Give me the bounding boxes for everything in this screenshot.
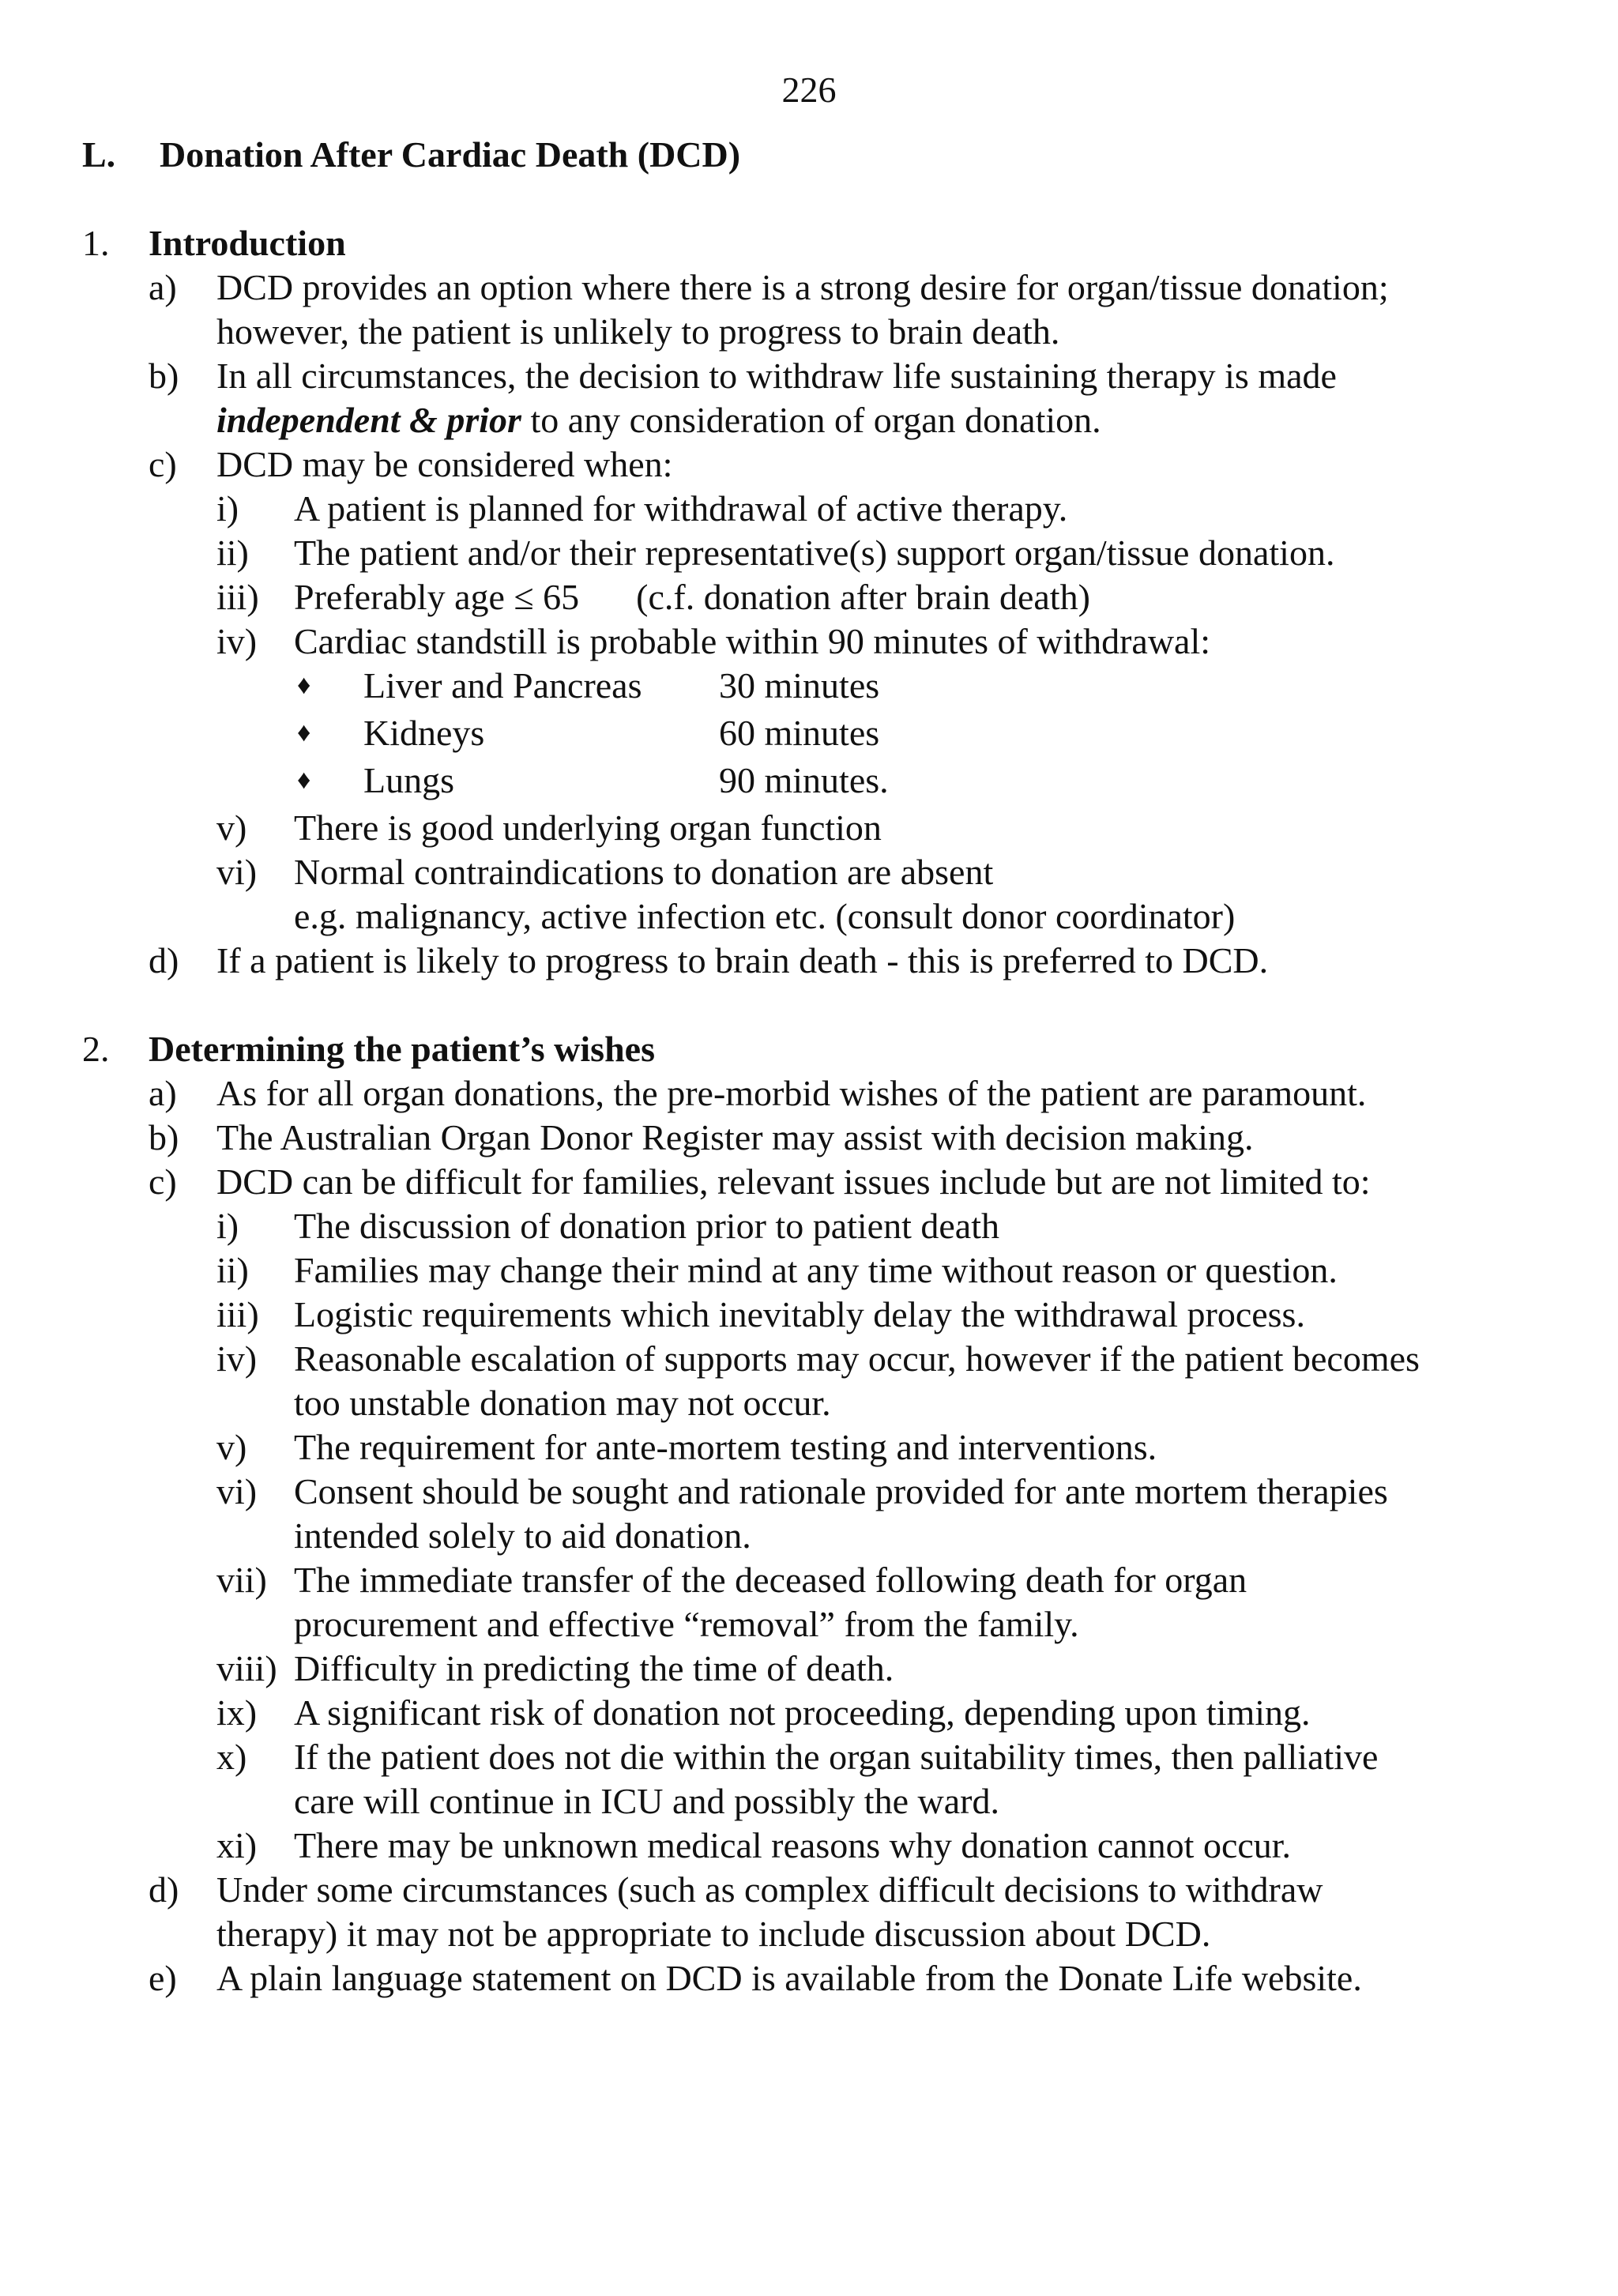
sub-item-text-continued: e.g. malignancy, active infection etc. (consult donor coordinator)	[294, 896, 1236, 936]
diamond-bullet-icon: ♦	[297, 718, 311, 747]
sub-item-text: A patient is planned for withdrawal of active therapy.	[294, 488, 1068, 529]
sub-item-i	[82, 487, 1583, 531]
sub-item-viii	[82, 1647, 1583, 1691]
item-label: a)	[149, 1073, 177, 1113]
sub-item-ix	[82, 1691, 1583, 1735]
item-text-rest: to any consideration of organ donation.	[521, 400, 1101, 440]
item-text-continued: therapy) it may not be appropriate to include discussion about DCD.	[216, 1914, 1211, 1954]
sub-item-x	[82, 1735, 1583, 1779]
sub-item-label: iii)	[216, 1294, 259, 1334]
document-body	[82, 221, 1583, 2045]
sub-item-label: viii)	[216, 1648, 277, 1688]
introduction-item-b	[82, 354, 1583, 398]
organ-name: Kidneys	[363, 713, 485, 753]
sub-item-text: Preferably age ≤ 65	[294, 577, 580, 617]
sub-item-text: Reasonable escalation of supports may occur, however if the patient becomes	[294, 1338, 1420, 1379]
sub-item-label: vi)	[216, 1471, 258, 1511]
item-text: If a patient is likely to progress to brain death - this is preferred to DCD.	[216, 940, 1269, 981]
item-text: The Australian Organ Donor Register may assist with decision making.	[216, 1117, 1254, 1157]
item-label: d)	[149, 1869, 179, 1910]
sub-item-label: xi)	[216, 1825, 258, 1865]
organ-name: Lungs	[363, 760, 454, 800]
wishes-title: Determining the patient’s wishes	[149, 1029, 655, 1069]
diamond-bullet-icon: ♦	[297, 671, 311, 700]
wishes-section	[82, 1027, 1583, 2001]
organ-time: 90 minutes.	[719, 760, 889, 800]
sub-item-label: ii)	[216, 533, 249, 573]
sub-item-i	[82, 1204, 1583, 1248]
sub-item-label: v)	[216, 807, 247, 848]
item-label: a)	[149, 267, 177, 307]
organ-name: Liver and Pancreas	[363, 665, 642, 706]
sub-item-text: The patient and/or their representative(s) support organ/tissue donation.	[294, 533, 1335, 573]
item-text: A plain language statement on DCD is available from the Donate Life website.	[216, 1958, 1362, 1998]
wishes-item-a	[82, 1071, 1583, 1116]
sub-item-text: Cardiac standstill is probable within 90 minutes of withdrawal:	[294, 621, 1211, 661]
item-text: As for all organ donations, the pre-morbid wishes of the patient are paramount.	[216, 1073, 1367, 1113]
wishes-item-e	[82, 1956, 1583, 2001]
item-label: b)	[149, 356, 179, 396]
sub-item-label: x)	[216, 1737, 247, 1777]
organ-time: 60 minutes	[719, 713, 880, 753]
item-label: d)	[149, 940, 179, 981]
item-text: DCD may be considered when:	[216, 444, 673, 484]
sub-item-text-continued: care will continue in ICU and possibly the ward.	[294, 1781, 999, 1821]
sub-item-iii	[82, 575, 1583, 619]
sub-item-text: Families may change their mind at any time without reason or question.	[294, 1250, 1338, 1290]
item-text: In all circumstances, the decision to withdraw life sustaining therapy is made	[216, 356, 1337, 396]
sub-item-note: (c.f. donation after brain death)	[636, 577, 1090, 617]
sub-item-text: There may be unknown medical reasons why donation cannot occur.	[294, 1825, 1292, 1865]
section-letter: L.	[82, 134, 116, 175]
emphasis-text: independent & prior	[216, 400, 521, 440]
item-label: c)	[149, 444, 177, 484]
section-title: Donation After Cardiac Death (DCD)	[160, 134, 741, 175]
sub-item-ii	[82, 1248, 1583, 1293]
item-text: Under some circumstances (such as complex difficult decisions to withdraw	[216, 1869, 1323, 1910]
wishes-item-c	[82, 1160, 1583, 1204]
organ-time: 30 minutes	[719, 665, 880, 706]
wishes-item-b	[82, 1116, 1583, 1160]
introduction-item-a	[82, 265, 1583, 310]
introduction-section	[82, 221, 1583, 983]
sub-item-text: Logistic requirements which inevitably delay the withdrawal process.	[294, 1294, 1305, 1334]
sub-item-label: iii)	[216, 577, 259, 617]
page-number: 226	[781, 70, 837, 110]
sub-item-vi	[82, 850, 1583, 894]
sub-item-v	[82, 1425, 1583, 1470]
organ-row	[294, 664, 1583, 711]
wishes-number: 2.	[82, 1029, 110, 1069]
sub-item-label: vii)	[216, 1560, 267, 1600]
item-text-continued: however, the patient is unlikely to progress to brain death.	[216, 311, 1060, 352]
introduction-number: 1.	[82, 223, 110, 263]
item-label: c)	[149, 1161, 177, 1202]
sub-item-iv	[82, 619, 1583, 664]
sub-item-text: Difficulty in predicting the time of death.	[294, 1648, 894, 1688]
sub-item-text: The immediate transfer of the deceased following death for organ	[294, 1560, 1247, 1600]
sub-item-text-continued: too unstable donation may not occur.	[294, 1383, 831, 1423]
sub-item-ii	[82, 531, 1583, 575]
sub-item-iv	[82, 1337, 1583, 1381]
sub-item-text: There is good underlying organ function	[294, 807, 882, 848]
sub-item-text-continued: procurement and effective “removal” from the family.	[294, 1604, 1079, 1644]
sub-item-text-continued: intended solely to aid donation.	[294, 1515, 751, 1556]
introduction-heading	[82, 221, 1583, 265]
introduction-title: Introduction	[149, 223, 346, 263]
sub-item-label: i)	[216, 1206, 239, 1246]
item-label: b)	[149, 1117, 179, 1157]
sub-item-text: Normal contraindications to donation are absent	[294, 852, 994, 892]
section-heading	[82, 133, 740, 177]
sub-item-vii	[82, 1558, 1583, 1602]
item-label: e)	[149, 1958, 177, 1998]
sub-item-label: ii)	[216, 1250, 249, 1290]
sub-item-text: If the patient does not die within the organ suitability times, then palliative	[294, 1737, 1379, 1777]
item-text: DCD can be difficult for families, relevant issues include but are not limited to:	[216, 1161, 1371, 1202]
sub-item-label: iv)	[216, 1338, 258, 1379]
item-text: DCD provides an option where there is a strong desire for organ/tissue donation;	[216, 267, 1389, 307]
sub-item-label: i)	[216, 488, 239, 529]
wishes-item-d	[82, 1868, 1583, 1912]
item-text-continued	[82, 398, 1583, 442]
sub-item-text: Consent should be sought and rationale provided for ante mortem therapies	[294, 1471, 1388, 1511]
organ-row	[294, 758, 1583, 806]
sub-item-label: v)	[216, 1427, 247, 1467]
sub-item-xi	[82, 1824, 1583, 1868]
sub-item-text: A significant risk of donation not proceeding, depending upon timing.	[294, 1692, 1311, 1733]
sub-item-vi	[82, 1470, 1583, 1514]
sub-item-label: vi)	[216, 852, 258, 892]
organ-row	[294, 711, 1583, 758]
sub-item-label: ix)	[216, 1692, 258, 1733]
diamond-bullet-icon: ♦	[297, 766, 311, 795]
sub-item-text: The discussion of donation prior to patient death	[294, 1206, 999, 1246]
introduction-item-d	[82, 939, 1583, 983]
sub-item-v	[82, 806, 1583, 850]
sub-item-text: The requirement for ante-mortem testing and interventions.	[294, 1427, 1157, 1467]
organ-time-list	[82, 664, 1583, 806]
sub-item-iii	[82, 1293, 1583, 1337]
wishes-heading	[82, 1027, 1583, 1071]
introduction-item-c	[82, 442, 1583, 487]
sub-item-label: iv)	[216, 621, 258, 661]
